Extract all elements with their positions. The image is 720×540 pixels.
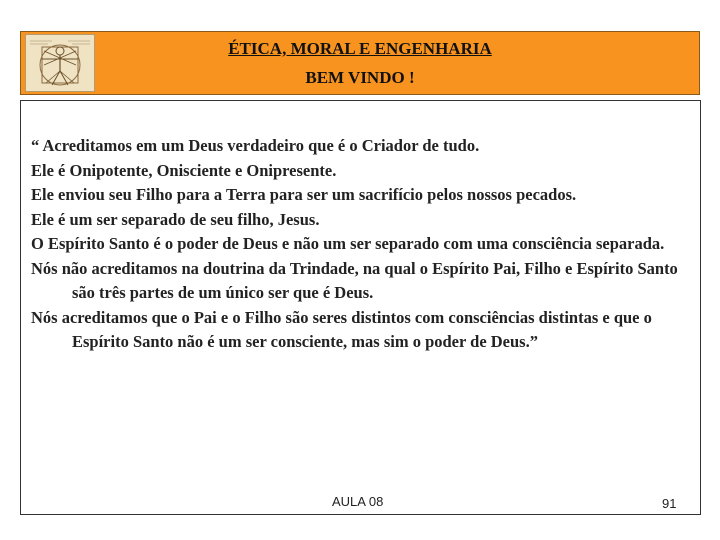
paragraph: O Espírito Santo é o poder de Deus e não um ser separado com uma consciência separada. [31,234,665,253]
paragraph: Ele é Onipotente, Onisciente e Onipresente. [31,160,337,180]
paragraph: “ Acreditamos em um Deus verdadeiro que é o Criador de tudo. [31,136,480,155]
page-number: 91 [662,496,677,511]
paragraph: Nós acreditamos que o Pai e o Filho são seres distintos com consciências distintas e que o Espírito Santo não é um ser consciente, mas sim o poder de Deus.” [31,307,652,351]
paragraph: Ele enviou seu Filho para a Terra para ser um sacrifício pelos nossos pecados. [31,185,577,204]
header-subtitle: BEM VINDO ! [305,68,415,87]
paragraph: Nós não acreditamos na doutrina da Trindade, na qual o Espírito Pai, Filho e Espírito Santo são três partes de um único ser que é Deus. [31,258,678,302]
footer-label: AULA 08 [332,494,384,509]
header-title: ÉTICA, MORAL E ENGENHARIA [228,39,492,58]
text-body [31,134,701,355]
slide-header [20,31,700,95]
paragraph: Ele é um ser separado de seu filho, Jesus. [31,209,320,229]
